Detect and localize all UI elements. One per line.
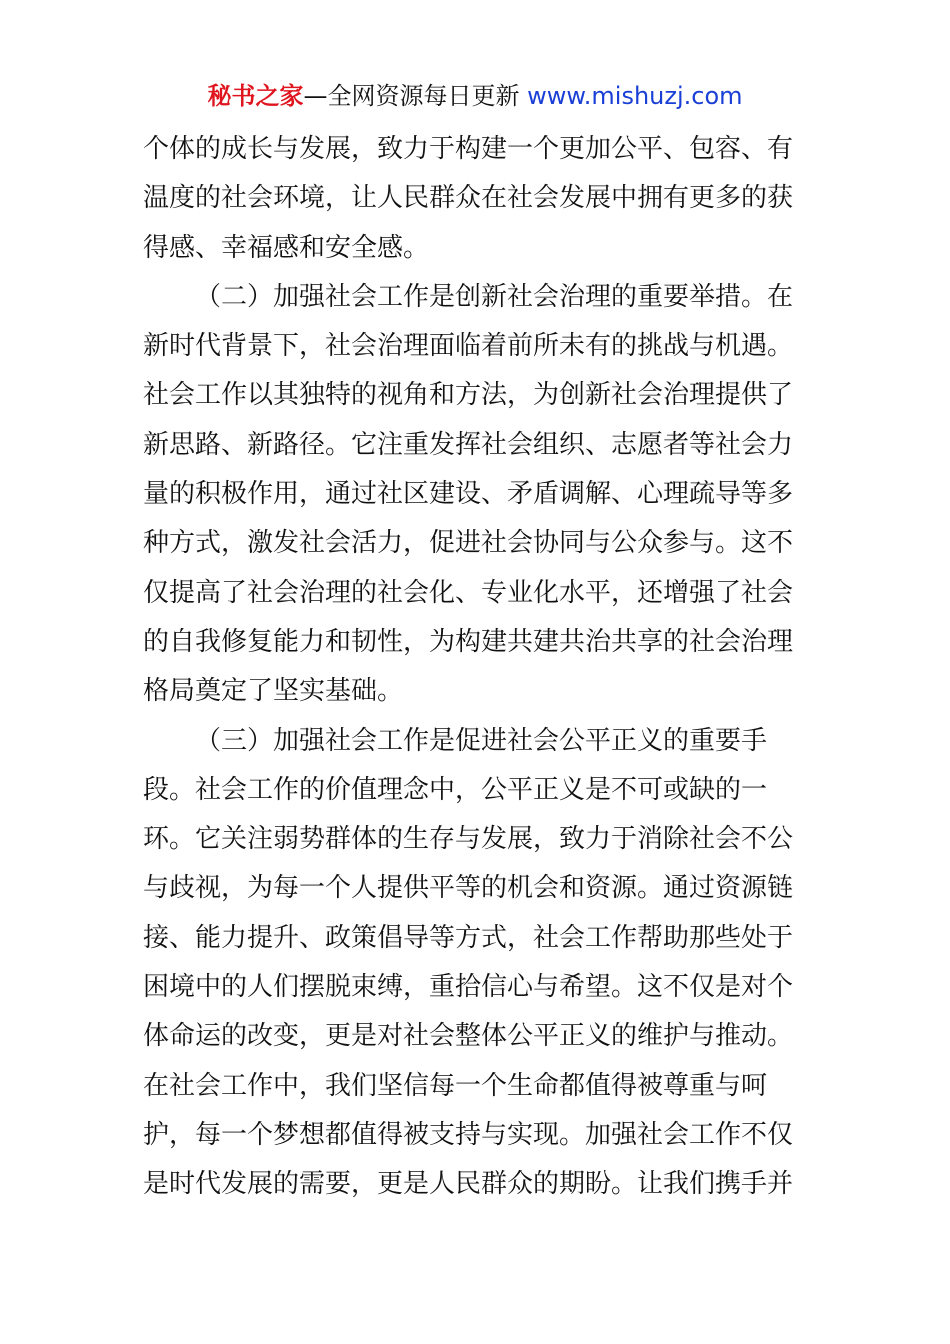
text-line: 段。社会工作的价值理念中，公平正义是不可或缺的一 bbox=[143, 774, 768, 805]
text-line: 在社会工作中，我们坚信每一个生命都值得被尊重与呵 bbox=[143, 1070, 768, 1101]
page-header bbox=[0, 80, 950, 112]
text-line: （三）加强社会工作是促进社会公平正义的重要手 bbox=[195, 725, 768, 756]
text-line: 环。它关注弱势群体的生存与发展，致力于消除社会不公 bbox=[143, 824, 794, 855]
text-line: 护，每一个梦想都值得被支持与实现。加强社会工作不仅 bbox=[143, 1119, 794, 1150]
text-line: 接、能力提升、政策倡导等方式，社会工作帮助那些处于 bbox=[143, 922, 794, 953]
text-line: （二）加强社会工作是创新社会治理的重要举措。在 bbox=[195, 281, 794, 312]
text-line: 体命运的改变，更是对社会整体公平正义的维护与推动。 bbox=[143, 1021, 794, 1052]
brand-name: 秘书之家 bbox=[207, 82, 304, 110]
text-line: 社会工作以其独特的视角和方法，为创新社会治理提供了 bbox=[143, 380, 794, 411]
text-line: 新思路、新路径。它注重发挥社会组织、志愿者等社会力 bbox=[143, 429, 794, 460]
text-line: 温度的社会环境，让人民群众在社会发展中拥有更多的获 bbox=[143, 183, 794, 214]
text-line: 量的积极作用，通过社区建设、矛盾调解、心理疏导等多 bbox=[143, 479, 794, 510]
site-url-link[interactable]: www.mishuzj.com bbox=[527, 82, 743, 110]
text-line: 得感、幸福感和安全感。 bbox=[143, 232, 430, 263]
text-line: 仅提高了社会治理的社会化、专业化水平，还增强了社会 bbox=[143, 577, 794, 608]
text-line: 格局奠定了坚实基础。 bbox=[143, 676, 404, 707]
text-line: 种方式，激发社会活力，促进社会协同与公众参与。这不 bbox=[143, 528, 794, 559]
text-line: 的自我修复能力和韧性，为构建共建共治共享的社会治理 bbox=[143, 626, 794, 657]
text-line: 与歧视，为每一个人提供平等的机会和资源。通过资源链 bbox=[143, 873, 794, 904]
text-line: 新时代背景下，社会治理面临着前所未有的挑战与机遇。 bbox=[143, 331, 794, 362]
text-line: 是时代发展的需要，更是人民群众的期盼。让我们携手并 bbox=[143, 1169, 794, 1200]
text-line: 个体的成长与发展，致力于构建一个更加公平、包容、有 bbox=[143, 134, 794, 164]
text-line: 困境中的人们摆脱束缚，重拾信心与希望。这不仅是对个 bbox=[143, 972, 794, 1003]
document-body bbox=[143, 125, 808, 1210]
header-tagline: —全网资源每日更新 bbox=[303, 82, 520, 110]
